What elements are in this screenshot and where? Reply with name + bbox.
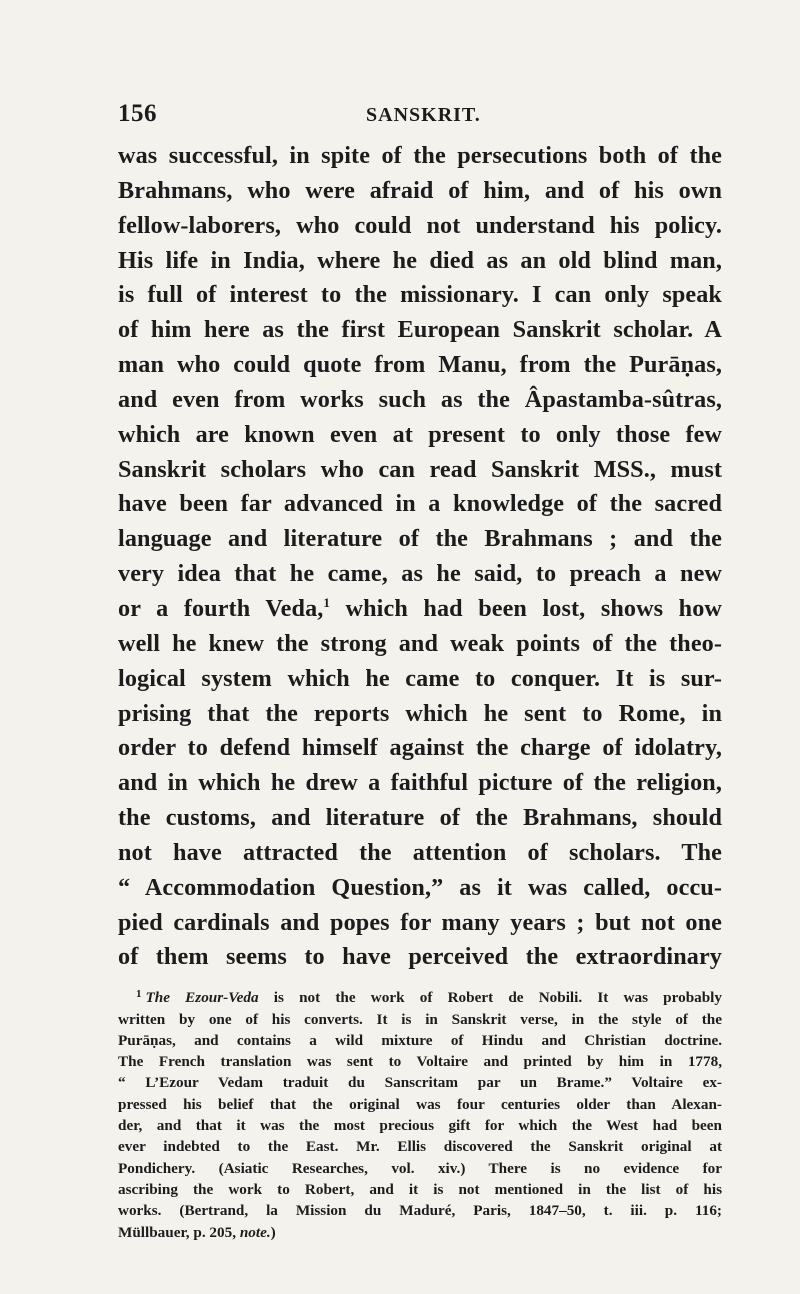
text-line: Brahmans, who were afraid of him, and of his own [118, 176, 722, 204]
page-number: 156 [118, 100, 157, 127]
text-line: language and literature of the Brahmans ; and the [118, 525, 722, 553]
text-line: and in which he drew a faithful picture of the religion, [118, 769, 722, 797]
text-line-with-footnote-ref [118, 592, 722, 627]
footnote-line: der, and that it was the most precious gift for which the West had been [118, 1117, 722, 1135]
footnote-title: The Ezour-Veda [145, 989, 259, 1007]
body-paragraph [118, 139, 722, 975]
text-segment: Müllbauer, p. 205, [118, 1223, 240, 1241]
text-line: “ Accommodation Question,” as it was called, occu- [118, 873, 722, 901]
text-line: and even from works such as the Âpastamba-sûtras, [118, 385, 722, 413]
text-segment: which had been lost, shows how [330, 594, 723, 622]
footnote-line [118, 984, 722, 1008]
text-line: order to defend himself against the charge of idolatry, [118, 734, 722, 762]
footnote-line [118, 1222, 722, 1243]
footnote-line: “ L’Ezour Vedam traduit du Sanscritam par un Brame.” Voltaire ex- [118, 1074, 722, 1092]
text-line: is full of interest to the missionary. I can only speak [118, 281, 722, 309]
text-line: of him here as the first European Sanskrit scholar. A [118, 316, 722, 344]
text-segment: is not the work of Robert de Nobili. It was probably [258, 989, 722, 1007]
text-line: man who could quote from Manu, from the Purāṇas, [118, 351, 722, 379]
text-line: well he knew the strong and weak points of the theo- [118, 629, 722, 657]
text-line: which are known even at present to only those few [118, 420, 722, 448]
text-line: fellow-laborers, who could not understand his policy. [118, 211, 722, 239]
book-page [118, 100, 722, 1243]
footnote-reference[interactable]: 1 [323, 594, 331, 610]
text-line: have been far advanced in a knowledge of the sacred [118, 490, 722, 518]
footnote-line: Purāṇas, and contains a wild mixture of Hindu and Christian doctrine. [118, 1031, 722, 1049]
footnote [118, 984, 722, 1243]
text-line: very idea that he came, as he said, to preach a new [118, 560, 722, 588]
footnote-line: Pondichery. (Asiatic Researches, vol. xiv.) There is no evidence for [118, 1159, 722, 1177]
footnote-marker: 1 [136, 988, 142, 1001]
text-line: the customs, and literature of the Brahmans, should [118, 804, 722, 832]
text-segment: ) [270, 1223, 276, 1241]
footnote-line: ever indebted to the East. Mr. Ellis discovered the Sanskrit original at [118, 1138, 722, 1156]
page-header [118, 100, 722, 136]
footnote-line: written by one of his converts. It is in Sanskrit verse, in the style of the [118, 1010, 722, 1028]
text-line: not have attracted the attention of scholars. The [118, 838, 722, 866]
text-segment-italic: note. [239, 1223, 271, 1241]
text-line: pied cardinals and popes for many years ; but not one [118, 908, 722, 936]
running-head: SANSKRIT. [366, 104, 481, 126]
text-line: Sanskrit scholars who can read Sanskrit MSS., must [118, 455, 722, 483]
text-segment: or a fourth Veda, [118, 594, 324, 622]
text-line: prising that the reports which he sent to Rome, in [118, 699, 722, 727]
footnote-line: pressed his belief that the original was four centuries older than Alexan- [118, 1095, 722, 1113]
text-line: logical system which he came to conquer. It is sur- [118, 664, 722, 692]
text-line: His life in India, where he died as an old blind man, [118, 246, 722, 274]
footnote-line: works. (Bertrand, la Mission du Maduré, Paris, 1847–50, t. iii. p. 116; [118, 1202, 722, 1220]
text-line: of them seems to have perceived the extraordinary [118, 943, 722, 971]
footnote-line: The French translation was sent to Voltaire and printed by him in 1778, [118, 1053, 722, 1071]
footnote-line: ascribing the work to Robert, and it is not mentioned in the list of his [118, 1180, 722, 1198]
text-line: was successful, in spite of the persecutions both of the [118, 142, 722, 169]
